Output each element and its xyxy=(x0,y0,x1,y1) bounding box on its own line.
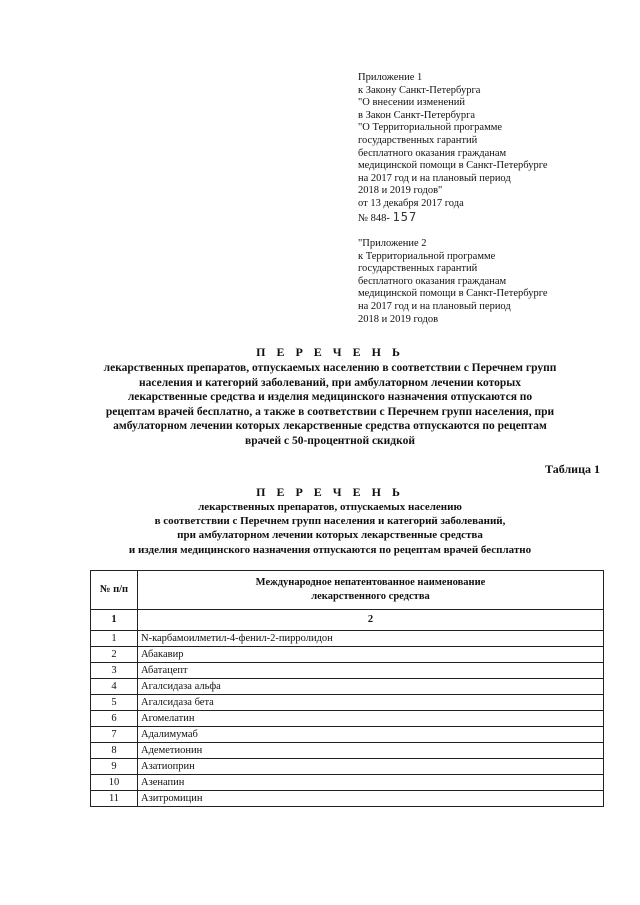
table-row xyxy=(91,695,604,711)
col-name-index: 2 xyxy=(138,610,604,631)
annex2-line: бесплатного оказания гражданам xyxy=(358,275,507,287)
annex1-line: "О внесении изменений xyxy=(358,97,465,109)
col-num-index: 1 xyxy=(91,610,138,631)
heading2-title: П Е Р Е Ч Е Н Ь xyxy=(256,485,404,499)
annex2-line: медицинской помощи в Санкт-Петербурге xyxy=(358,288,548,300)
row-number: 8 xyxy=(91,743,138,759)
heading1-title: П Е Р Е Ч Е Н Ь xyxy=(256,345,404,359)
heading1-line: врачей с 50-процентной скидкой xyxy=(245,434,415,447)
row-number: 10 xyxy=(91,775,138,791)
table-header-row xyxy=(91,571,604,610)
drug-name: N-карбамоилметил-4-фенил-2-пирролидон xyxy=(138,631,604,647)
heading1-line: населения и категорий заболеваний, при амбулаторном лечении которых xyxy=(138,376,522,389)
heading2-line: лекарственных препаратов, отпускаемых населению xyxy=(198,501,462,513)
drug-name: Агомелатин xyxy=(138,711,604,727)
drug-name: Адалимумаб xyxy=(138,727,604,743)
table-row xyxy=(91,647,604,663)
heading1-line: амбулаторном лечении которых лекарственные средства отпускаются по рецептам xyxy=(113,420,547,433)
heading2-line: и изделия медицинского назначения отпускаются по рецептам врачей бесплатно xyxy=(128,543,532,556)
table-row xyxy=(91,759,604,775)
row-number: 5 xyxy=(91,695,138,711)
heading2-line: в соответствии с Перечнем групп населения и категорий заболеваний, xyxy=(154,515,506,528)
row-number: 2 xyxy=(91,647,138,663)
drug-name: Агалсидаза бета xyxy=(138,695,604,711)
col-name-header-line: лекарственного средства xyxy=(311,591,430,602)
row-number: 3 xyxy=(91,663,138,679)
row-number: 6 xyxy=(91,711,138,727)
annex1-line: государственных гарантий xyxy=(358,134,478,146)
row-number: 1 xyxy=(91,631,138,647)
heading1-line: рецептам врачей бесплатно, а также в соответствии с Перечнем групп населения, при xyxy=(105,405,555,418)
table-row xyxy=(91,631,604,647)
col-name-header xyxy=(138,571,604,610)
annex2-line: "Приложение 2 xyxy=(358,238,427,249)
annex2-line: 2018 и 2019 годов xyxy=(358,313,439,325)
drug-name: Азатиоприн xyxy=(138,759,604,775)
table-index-row xyxy=(91,610,604,631)
table-label: Таблица 1 xyxy=(545,462,600,476)
drug-name: Агалсидаза альфа xyxy=(138,679,604,695)
table-row xyxy=(91,775,604,791)
annex1-block xyxy=(358,72,548,225)
annex1-line: Приложение 1 xyxy=(358,72,423,83)
table-row xyxy=(91,711,604,727)
row-number: 7 xyxy=(91,727,138,743)
heading2-subtitle xyxy=(60,500,600,557)
row-number: 11 xyxy=(91,791,138,807)
annex1-line: медицинской помощи в Санкт-Петербурге xyxy=(358,160,548,172)
annex2-line: государственных гарантий xyxy=(358,263,478,275)
heading1-line: лекарственных препаратов, отпускаемых населению в соответствии с Перечнем групп xyxy=(103,362,557,374)
table-row xyxy=(91,791,604,807)
drug-table xyxy=(90,570,604,807)
law-number xyxy=(358,211,548,226)
annex2-line: на 2017 год и на плановый период xyxy=(358,300,511,312)
table-row xyxy=(91,743,604,759)
annex1-line: 2018 и 2019 годов" xyxy=(358,185,443,197)
drug-name: Абакавир xyxy=(138,647,604,663)
table-row xyxy=(91,663,604,679)
annex2-line: к Территориальной программе xyxy=(358,250,496,262)
drug-name: Азенапин xyxy=(138,775,604,791)
annex1-line: от 13 декабря 2017 года xyxy=(358,197,464,209)
annex1-line: бесплатного оказания гражданам xyxy=(358,147,507,159)
drug-name: Адеметионин xyxy=(138,743,604,759)
heading2-line: при амбулаторном лечении которых лекарственные средства xyxy=(177,529,483,542)
law-number-prefix: № 848- xyxy=(358,212,390,224)
heading1-subtitle xyxy=(60,361,600,449)
annex1-line: на 2017 год и на плановый период xyxy=(358,172,511,184)
heading1-line: лекарственные средства и изделия медицинского назначения отпускаются по xyxy=(127,391,533,404)
drug-rows xyxy=(91,631,604,807)
row-number: 9 xyxy=(91,759,138,775)
table-row xyxy=(91,679,604,695)
annex1-line: в Закон Санкт-Петербурга xyxy=(358,109,476,121)
table-row xyxy=(91,727,604,743)
drug-name: Азитромицин xyxy=(138,791,604,807)
col-name-header-line: Международное непатентованное наименование xyxy=(255,577,486,588)
annex1-line: к Закону Санкт-Петербурга xyxy=(358,84,481,96)
row-number: 4 xyxy=(91,679,138,695)
drug-name: Абатацепт xyxy=(138,663,604,679)
annex2-block xyxy=(358,238,548,326)
law-number-handwritten: 157 xyxy=(392,209,418,224)
annex1-line: "О Территориальной программе xyxy=(358,122,503,134)
col-num-header: № п/п xyxy=(91,571,138,610)
